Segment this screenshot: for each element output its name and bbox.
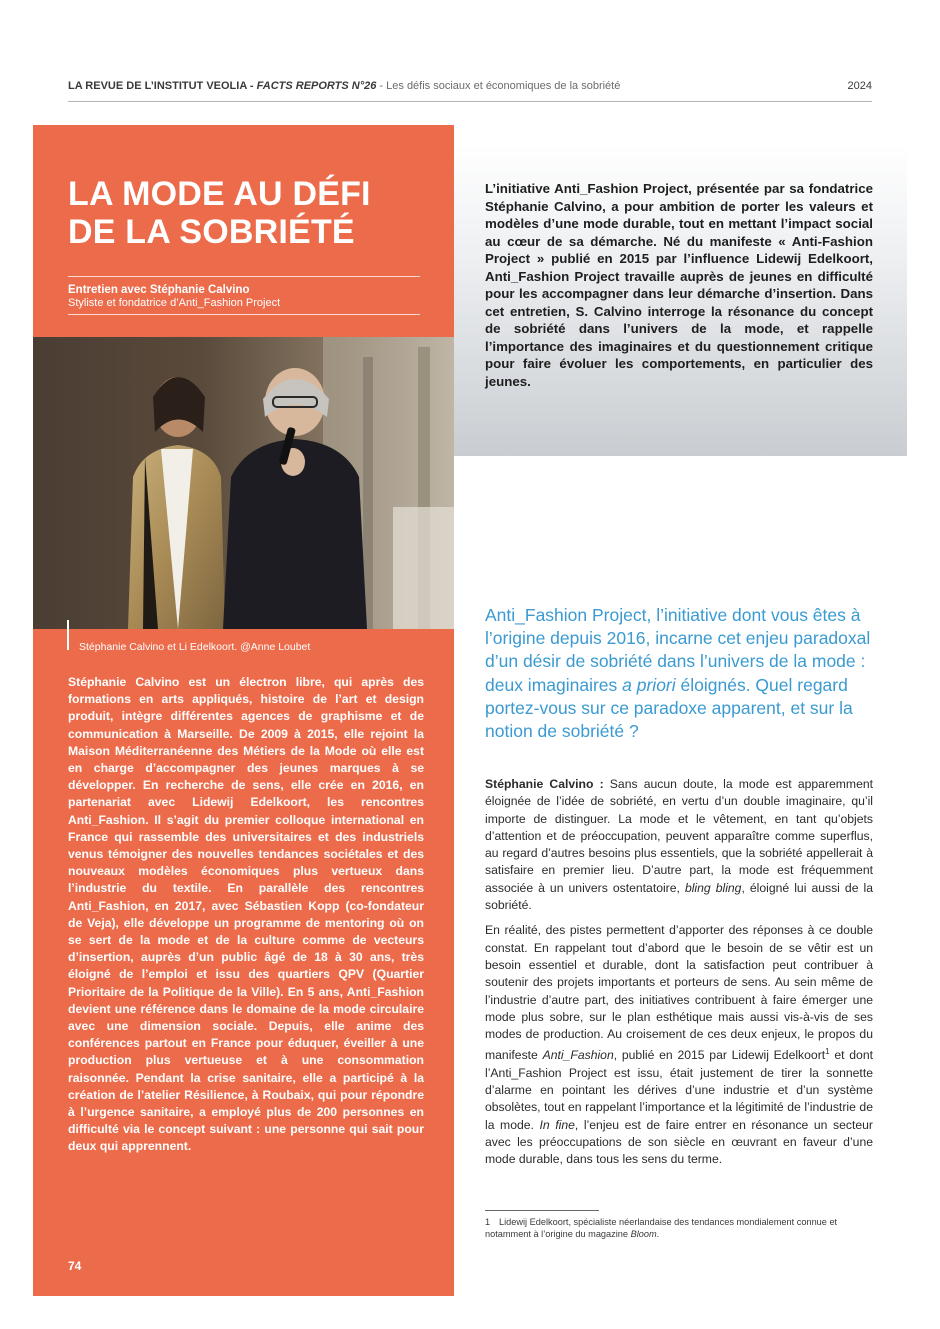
page-number: 74 — [68, 1259, 82, 1273]
interview-credit — [68, 284, 428, 310]
issue-name: FACTS REPORTS N°26 — [256, 80, 377, 92]
title-line-1: LA MODE AU DÉFI — [68, 175, 371, 213]
question-text-1: Anti_Fashion Project, l’initiative dont vous êtes à l’origine depuis 2016, incarne cet enjeu paradoxal d’un désir de sobriété dans l’univers de la mode : deux imaginaires — [485, 605, 871, 695]
article-photo — [33, 337, 454, 629]
answer-p1-text-b: , éloigné lui aussi de la sobriété. — [485, 880, 873, 913]
issue-subtitle: - Les défis sociaux et économiques de la sobriété — [376, 80, 621, 92]
running-header — [68, 80, 872, 92]
caption-marker — [67, 620, 69, 650]
footnote-number: 1 — [485, 1217, 491, 1227]
question-text-2: éloignés. Quel regard portez-vous sur ce paradoxe apparent, et sur la notion de sobriété ? — [485, 674, 853, 742]
answer-p2-text-b: , publié en 2015 par Lidewij Edelkoort — [613, 1048, 826, 1063]
answer-p1-text-a: Sans aucun doute, la mode est apparemment éloignée de l’idée de sobriété, en vertu d’un double imaginaire, qu’il importe de distinguer. La mode et le vêtement, en tant qu’objets d’attention et de préoccupation, peuvent apparaître comme superflus, au regard d’autres besoins plus essentiels, que la sobriété appellerait à satisfaire en premier lieu. D’autre part, la mode est fréquemment associée à un univers ostentatoire, — [485, 777, 874, 895]
answer-paragraph-1 — [485, 776, 873, 914]
answer-p2-text-d: , l’enjeu est de faire entrer en résonance un secteur avec les préoccupations de son siècle en œuvrant en faveur d’une mode durable, dans tous les sens du terme. — [485, 1117, 873, 1167]
header-divider — [68, 101, 872, 102]
title-divider-bottom — [68, 314, 420, 315]
intro-text: L’initiative Anti_Fashion Project, présentée par sa fondatrice Stéphanie Calvino, a pour ambition de porter les valeurs et modèles d’une mode durable, tout en mettant l’impact social au cœur de sa démarche. Né du manifeste « Anti-Fashion Project » publié en 2015 par l’influence Lidewij Edelkoort, Anti_Fashion Project travaille auprès de jeunes en difficulté pour les accompagner dans leur démarche d’insertion. Dans cet entretien, S. Calvino interroge la résonance du concept de sobriété dans l’univers de la mode, et rappelle l’importance des imaginaires et du questionnement critique pour faire évoluer les comportements, en particulier des jeunes. — [485, 181, 873, 389]
title-line-2: DE LA SOBRIÉTÉ — [68, 213, 355, 251]
answer-p2-text-a: En réalité, des pistes permettent d’apporter des réponses à ce double constat. En rappelant tout d’abord que le besoin de se vêtir est un besoin essentiel et durable, dont la satisfaction peut contribuer à soutenir des projets importants et porteurs de sens. Au sein même de l’industrie d’autre part, des initiatives contribuent à faire émerger une mode plus sobre, sur le plan esthétique mais aussi vis-à-vis de ses modes de production. Au croisement de ces deux enjeux, le propos du manifeste — [485, 923, 873, 1063]
interview-question — [485, 604, 875, 743]
interviewee-role: Styliste et fondatrice d’Anti_Fashion Project — [68, 297, 281, 309]
answer-p2-text-c: et dont l’Anti_Fashion Project est issu, était justement de tirer la sonnette d’alarme en pointant les dérives d’une industrie et d’un système obsolètes, tout en rappelant l’importance et la légitimité de l’industrie de la mode. — [485, 1048, 873, 1132]
answer-p2-italic-1: Anti_Fashion — [542, 1048, 614, 1063]
journal-name: LA REVUE DE L’INSTITUT VEOLIA - — [68, 80, 257, 92]
interview-with: Entretien avec Stéphanie Calvino — [68, 284, 250, 296]
footnote-divider — [485, 1210, 599, 1211]
footnote — [485, 1216, 873, 1240]
answer-speaker: Stéphanie Calvino : — [485, 777, 604, 791]
footnote-end: . — [656, 1229, 660, 1239]
answer-paragraph-2 — [485, 922, 873, 1168]
footnote-italic: Bloom — [630, 1229, 657, 1239]
header-year: 2024 — [847, 80, 872, 92]
interview-answer — [485, 776, 873, 1177]
answer-p2-italic-2: In fine — [539, 1117, 575, 1132]
photo-illustration — [33, 337, 454, 629]
question-italic: a priori — [622, 674, 676, 695]
photo-caption: Stéphanie Calvino et Li Edelkoort. @Anne Loubet — [79, 641, 311, 653]
title-divider-top — [68, 276, 420, 277]
article-title — [68, 175, 438, 251]
footnote-text: Lidewij Edelkoort, spécialiste néerlandaise des tendances mondialement connue et notamment à l’origine du magazine — [485, 1217, 838, 1239]
footnote-ref: 1 — [825, 1047, 830, 1057]
bio-text: Stéphanie Calvino est un électron libre, qui après des formations en arts appliqués, histoire de l’art et design produit, intègre différentes agences de graphisme et de communication à Marseille. De 2009 à 2015, elle rejoint la Maison Méditerranéenne des Métiers de la Mode où elle est en charge d’accompagner des jeunes marques à se développer. En recherche de sens, elle crée en 2016, en partenariat avec Lidewij Edelkoort, les rencontres Anti_Fashion. Il s’agit du premier colloque international en France qui rassemble des universitaires et des industriels venus témoigner des nouvelles tendances sociétales et des nouveaux modèles économiques plus vertueux dans l’industrie du textile. En parallèle des rencontres Anti_Fashion, en 2017, avec Sébastien Kopp (co-fondateur de Veja), elle développe un programme de mentoring où on se sert de la mode et de la culture comme de vecteurs d’insertion, auprès d’un public âgé de 18 à 30 ans, très éloigné de l’emploi et issu des quartiers QPV (Quartier Prioritaire de la Politique de la Ville). En 5 ans, Anti_Fashion devient une référence dans le domaine de la mode circulaire avec une dimension sociale. Depuis, elle anime des conférences partout en France pour éduquer, éveiller à une production plus vertueuse et à une consommation raisonnée. Pendant la crise sanitaire, elle a participé à la création de l’atelier Résilience, à Roubaix, qui pour répondre à l’urgence sanitaire, a employé plus de 200 personnes en difficulté via le concept suivant : une personne qui sait pour deux qui apprennent. — [68, 675, 424, 1154]
answer-p1-italic: bling bling — [684, 880, 742, 895]
